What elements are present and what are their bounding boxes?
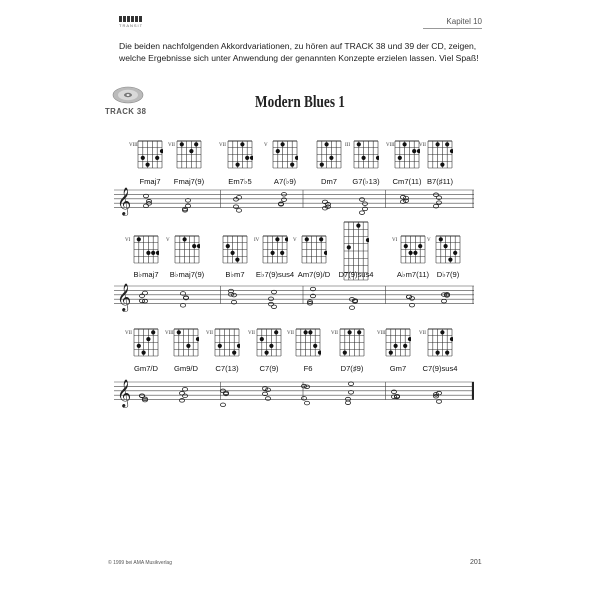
- note-head: [349, 306, 354, 310]
- finger-dot: [235, 258, 239, 262]
- finger-dot: [231, 251, 235, 255]
- cd-icon: [112, 86, 144, 104]
- finger-dot: [285, 237, 288, 241]
- finger-dot: [357, 142, 361, 146]
- track-label: TRACK 38: [105, 107, 147, 116]
- finger-dot: [265, 351, 269, 355]
- chord-diagram: [427, 137, 453, 170]
- chord-diagram: [256, 325, 282, 358]
- chord-name: A7(♭9): [273, 177, 297, 186]
- chord-name: B♭maj7(9): [169, 270, 205, 279]
- note-head: [281, 198, 286, 202]
- chord-name: Em7♭5: [228, 177, 252, 186]
- note-head: [359, 211, 364, 215]
- note-head: [220, 403, 225, 407]
- chord-diagram: [133, 325, 159, 358]
- fret-position-label: V: [293, 238, 297, 243]
- note-head: [441, 299, 446, 303]
- finger-dot: [180, 142, 184, 146]
- chord-name: D7(♯9): [340, 364, 364, 373]
- finger-dot: [194, 142, 198, 146]
- finger-dot: [444, 244, 448, 248]
- finger-dot: [440, 330, 444, 334]
- finger-dot: [189, 149, 193, 153]
- chord-name: A♭m7(11): [396, 270, 430, 279]
- chord-diagram: [394, 137, 420, 170]
- logo-text: TRANSIT: [119, 23, 144, 28]
- finger-dot: [186, 344, 190, 348]
- note-head: [409, 303, 414, 307]
- note-head: [236, 209, 241, 213]
- page-title: Modern Blues 1: [255, 92, 345, 111]
- chord-diagram: [176, 137, 202, 170]
- fret-position-label: VII: [419, 331, 426, 336]
- finger-dot: [281, 142, 285, 146]
- finger-dot: [290, 163, 294, 167]
- chord-name: C7(13): [215, 364, 239, 373]
- note-head: [271, 290, 276, 294]
- note-head: [436, 201, 441, 205]
- fret-position-label: VII: [219, 143, 226, 148]
- note-head: [400, 195, 405, 199]
- finger-dot: [376, 156, 379, 160]
- finger-dot: [439, 237, 443, 241]
- finger-dot: [440, 163, 444, 167]
- finger-dot: [319, 237, 323, 241]
- finger-dot: [329, 156, 333, 160]
- fret-position-label: VIII: [165, 331, 174, 336]
- publisher-logo: [119, 16, 143, 28]
- finger-dot: [362, 156, 366, 160]
- finger-dot: [269, 344, 273, 348]
- chord-name: B♭m7: [225, 270, 245, 279]
- chord-diagram: [214, 325, 240, 358]
- chapter-label: Kapitel 10: [423, 17, 482, 29]
- chord-diagram: [262, 232, 288, 265]
- finger-dot: [418, 244, 422, 248]
- finger-dot: [183, 237, 187, 241]
- chord-name: Am7(9)/D: [297, 270, 331, 279]
- chord-name: Fmaj7: [139, 177, 161, 186]
- note-head: [436, 400, 441, 404]
- music-staff: [114, 372, 474, 412]
- finger-dot: [318, 351, 321, 355]
- chord-name: Cm7(11): [392, 177, 422, 186]
- finger-dot: [325, 142, 329, 146]
- note-head: [179, 399, 184, 403]
- chord-diagram: [174, 232, 200, 265]
- finger-dot: [453, 251, 457, 255]
- chord-diagram: [385, 325, 411, 358]
- finger-dot: [146, 337, 150, 341]
- fret-position-label: III: [345, 143, 350, 148]
- fret-position-label: V: [166, 238, 170, 243]
- note-head: [180, 304, 185, 308]
- chord-diagram: [173, 325, 199, 358]
- finger-dot: [142, 351, 146, 355]
- finger-dot: [226, 244, 230, 248]
- chord-diagram: [339, 325, 365, 358]
- finger-dot: [137, 344, 141, 348]
- note-head: [143, 204, 148, 208]
- fret-position-label: VII: [419, 143, 426, 148]
- finger-dot: [436, 142, 440, 146]
- fret-position-label: VIII: [377, 331, 386, 336]
- fret-position-label: VI: [392, 238, 398, 243]
- finger-dot: [394, 344, 398, 348]
- treble-clef-icon: 𝄞: [117, 283, 132, 311]
- finger-dot: [304, 330, 308, 334]
- finger-dot: [403, 344, 407, 348]
- copyright-text: © 1999 bei AMA Musikverlag: [108, 560, 172, 566]
- finger-dot: [236, 163, 240, 167]
- fret-position-label: V: [427, 238, 431, 243]
- fret-position-label: VIII: [386, 143, 395, 148]
- chord-diagram: [435, 232, 461, 265]
- finger-dot: [408, 337, 411, 341]
- fret-position-label: VII: [248, 331, 255, 336]
- finger-dot: [398, 156, 402, 160]
- finger-dot: [450, 149, 453, 153]
- finger-dot: [240, 142, 244, 146]
- page-number: 201: [470, 559, 482, 566]
- finger-dot: [141, 156, 145, 160]
- finger-dot: [155, 156, 159, 160]
- finger-dot: [160, 149, 163, 153]
- chord-name: C7(9)sus4: [422, 364, 458, 373]
- fret-position-label: IV: [254, 238, 260, 243]
- finger-dot: [280, 251, 284, 255]
- finger-dot: [156, 251, 159, 255]
- fret-position-label: VII: [206, 331, 213, 336]
- chord-name: Gm9/D: [173, 364, 199, 373]
- chord-diagram: [272, 137, 298, 170]
- fret-position-label: VII: [287, 331, 294, 336]
- note-head: [233, 205, 238, 209]
- finger-dot: [356, 224, 360, 228]
- finger-dot: [276, 149, 280, 153]
- finger-dot: [445, 142, 449, 146]
- finger-dot: [450, 337, 453, 341]
- fret-position-label: VII: [331, 331, 338, 336]
- finger-dot: [357, 330, 361, 334]
- finger-dot: [308, 330, 312, 334]
- finger-dot: [324, 251, 327, 255]
- finger-dot: [445, 351, 449, 355]
- music-staff: [114, 180, 474, 220]
- finger-dot: [192, 244, 196, 248]
- chord-name: D♭7(9): [436, 270, 460, 279]
- chord-diagram: [301, 232, 327, 265]
- finger-dot: [313, 344, 317, 348]
- finger-dot: [436, 351, 440, 355]
- note-head: [345, 397, 350, 401]
- finger-dot: [320, 163, 324, 167]
- chord-name: Fmaj7(9): [173, 177, 205, 186]
- finger-dot: [348, 330, 352, 334]
- finger-dot: [274, 330, 278, 334]
- note-head: [345, 401, 350, 405]
- fret-position-label: VIII: [129, 143, 138, 148]
- note-head: [268, 302, 273, 306]
- chord-name: Gm7/D: [133, 364, 159, 373]
- treble-clef-icon: 𝄞: [117, 187, 132, 215]
- chord-name: F6: [303, 364, 313, 373]
- chord-diagram: [427, 325, 453, 358]
- finger-dot: [177, 330, 181, 334]
- fret-position-label: VI: [125, 238, 131, 243]
- chord-name: C7(9): [259, 364, 279, 373]
- finger-dot: [413, 251, 417, 255]
- finger-dot: [403, 142, 407, 146]
- finger-dot: [271, 251, 275, 255]
- chord-diagram: [353, 137, 379, 170]
- chord-name: Dm7: [320, 177, 338, 186]
- finger-dot: [409, 251, 413, 255]
- finger-dot: [448, 258, 452, 262]
- music-staff: [114, 276, 474, 316]
- finger-dot: [295, 156, 298, 160]
- finger-dot: [232, 351, 236, 355]
- note-head: [304, 385, 309, 389]
- finger-dot: [260, 337, 264, 341]
- intro-paragraph: Die beiden nachfolgenden Akkordvariationen, zu hören auf TRACK 38 und 39 der CD, zeigen, welche Ergebnisse sich unter Anwendung der genannten Konzepte erzielen lassen. Viel Spaß!: [119, 41, 479, 64]
- finger-dot: [197, 244, 200, 248]
- note-head: [403, 199, 408, 203]
- chord-diagram: [133, 232, 159, 265]
- finger-dot: [196, 337, 199, 341]
- finger-dot: [146, 163, 150, 167]
- finger-dot: [343, 351, 347, 355]
- chord-diagram: [316, 137, 342, 170]
- fret-position-label: VII: [168, 143, 175, 148]
- finger-dot: [389, 351, 393, 355]
- chord-diagram: [222, 232, 248, 265]
- chord-name: B♭maj7: [133, 270, 159, 279]
- note-head: [182, 394, 187, 398]
- finger-dot: [245, 156, 249, 160]
- chord-diagram: [400, 232, 426, 265]
- finger-dot: [275, 237, 279, 241]
- finger-dot: [305, 237, 309, 241]
- treble-clef-icon: 𝄞: [117, 379, 132, 407]
- chord-name: D7(9)sus4: [338, 270, 374, 279]
- note-head: [142, 299, 147, 303]
- fret-position-label: V: [264, 143, 268, 148]
- finger-dot: [347, 245, 351, 249]
- note-head: [348, 382, 353, 386]
- finger-dot: [151, 251, 155, 255]
- finger-dot: [237, 344, 240, 348]
- finger-dot: [404, 244, 408, 248]
- finger-dot: [218, 344, 222, 348]
- finger-dot: [250, 156, 253, 160]
- note-head: [304, 401, 309, 405]
- note-head: [143, 194, 148, 198]
- note-head: [362, 202, 367, 206]
- chord-name: G7(♭13): [352, 177, 380, 186]
- chord-name: B7(♯11): [426, 177, 454, 186]
- chord-name: E♭7(9)sus4: [255, 270, 295, 279]
- finger-dot: [151, 330, 155, 334]
- finger-dot: [412, 149, 416, 153]
- finger-dot: [137, 237, 141, 241]
- chord-diagram: [137, 137, 163, 170]
- note-head: [359, 198, 364, 202]
- finger-dot: [417, 149, 420, 153]
- piano-keys-icon: [119, 16, 143, 22]
- finger-dot: [146, 251, 150, 255]
- note-head: [268, 297, 273, 301]
- finger-dot: [366, 238, 369, 242]
- chord-diagram: [295, 325, 321, 358]
- fret-position-label: VII: [125, 331, 132, 336]
- chord-name: Gm7: [389, 364, 407, 373]
- chord-diagram: [227, 137, 253, 170]
